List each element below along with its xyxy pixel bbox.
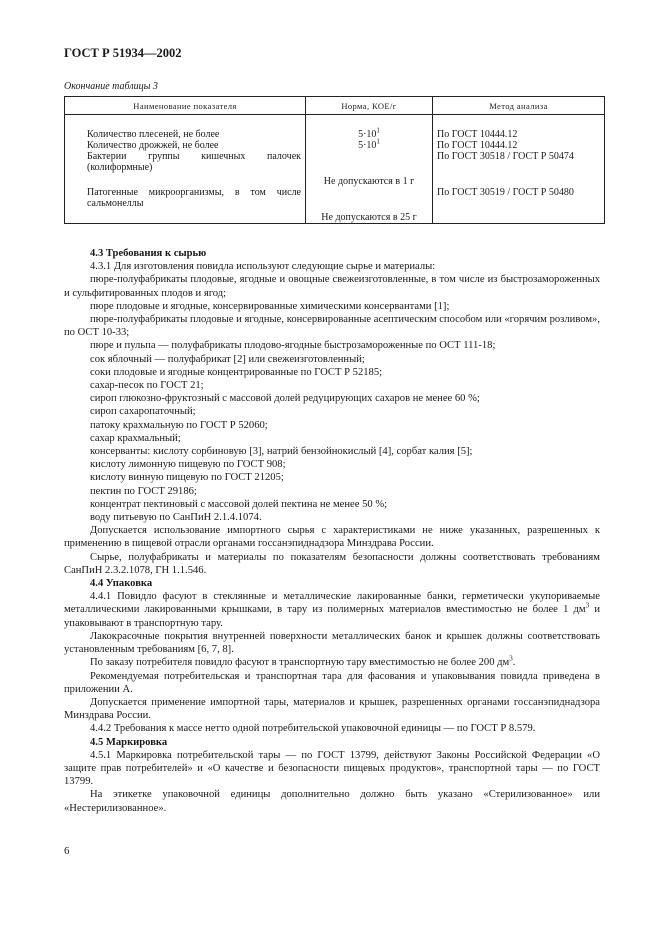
column-header-indicator: Наименование показателя [65, 97, 306, 115]
paragraph-import-tare: Допускается применение импортной тары, материалов и крышек, разрешенных органами госсанэпиднадзора Минздрава России. [64, 696, 600, 722]
paragraph-safety-note: Сырье, полуфабрикаты и материалы по показателям безопасности должны соответствовать требованиям СанПиН 2.3.2.1078, ГН 1.1.546. [64, 551, 600, 576]
paragraph-4-4-1: 4.4.1 Повидло фасуют в стеклянные и металлические лакированные банки, герметически укупориваемые металлическими лакированными крышками, в тару из полимерных материалов вместимостью не более 1 $дм^3$ и упаковывают в транспортную тару. [64, 591, 600, 629]
table-caption: Окончание таблицы 3 [64, 81, 158, 92]
indicator-cell: Патогенные микроорганизмы, в том числе сальмонеллы [65, 187, 306, 224]
paragraph-recommended-tare: Рекомендуемая потребительская и транспортная тара для фасования и упаковывания повидла приведена в приложении А. [64, 670, 600, 695]
paragraph-4-3-1: 4.3.1 Для изготовления повидла используют следующие сырье и материалы: [90, 261, 436, 273]
list-item: пюре-полуфабрикаты плодовые, ягодные и овощные свежеизготовленные, в том числе из быстрозамороженных и сульфитированных плодов и ягод; [64, 274, 600, 299]
list-item: концентрат пектиновый с массовой долей пектина не менее 50 %; [90, 498, 388, 510]
list-item: сахар крахмальный; [90, 432, 181, 444]
norm-cell: Не допускаются в 25 г [306, 187, 433, 224]
norm-cell: $5\cdot 10^1$ [306, 129, 433, 140]
table-header-row [65, 97, 605, 115]
table-row [65, 187, 605, 224]
list-item: пюре-полуфабрикаты плодовые и ягодные, консервированные асептическим способом или «горячим розливом», по ОСТ 10-33; [64, 314, 600, 339]
paragraph-consumer-order: По заказу потребителя повидло фасуют в транспортную тару вместимостью не более 200 $дм^3$. [90, 654, 516, 669]
list-item: пюре плодовые и ягодные, консервированные химическими консервантами [1]; [90, 300, 450, 312]
paragraph-coating-note: Лакокрасочные покрытия внутренней поверхности металлических банок и крышек должны соответствовать установленным требованиям [6, 7, 8]. [64, 630, 600, 656]
list-item: кислоту винную пищевую по ГОСТ 21205; [90, 472, 284, 484]
document-body [64, 247, 600, 815]
list-item: сахар-песок по ГОСТ 21; [90, 380, 204, 392]
indicator-cell: Количество дрожжей, не более [65, 140, 306, 151]
paragraph-4-4-2: 4.4.2 Требования к массе нетто одной потребительской упаковочной единицы — по ГОСТ Р 8.579. [90, 723, 536, 735]
section-heading-4-3: 4.3 Требования к сырью [90, 248, 207, 259]
list-item: пюре и пульпа — полуфабрикаты плодово-ягодные быстрозамороженные по ОСТ 111-18; [90, 340, 496, 352]
indicator-cell: Бактерии группы кишечных палочек (колиформные) [65, 151, 306, 187]
paragraph-4-5-1: 4.5.1 Маркировка потребительской тары — по ГОСТ 13799, действуют Законы Российской Федерации «О защите прав потребителей» и «О качестве и безопасности пищевых продуктов», транспортной тары — по ГОСТ 13799. [64, 749, 600, 788]
column-header-method: Метод анализа [433, 97, 605, 115]
column-header-norm: Норма, КОЕ/г [306, 97, 433, 115]
table-row [65, 151, 605, 187]
document-id: ГОСТ Р 51934—2002 [64, 46, 182, 60]
method-cell: По ГОСТ 10444.12 [433, 129, 605, 140]
paragraph-label-note: На этикетке упаковочной единицы дополнительно должно быть указано «Стерилизованное» или «Нестерилизованное». [64, 789, 600, 814]
section-heading-4-5: 4.5 Маркировка [90, 736, 168, 748]
paragraph-import-note: Допускается использование импортного сырья с характеристиками не ниже указанных, разрешенных к применению в пищевой отрасли органами госсанэпиднадзора Минздрава России. [64, 525, 600, 550]
table-row [65, 140, 605, 151]
list-item: сироп сахаропаточный; [90, 406, 196, 418]
microbiology-table [64, 96, 605, 224]
list-item: сироп глюкозно-фруктозный с массовой долей редуцирующих сахаров не менее 60 %; [90, 393, 480, 405]
list-item: пектин по ГОСТ 29186; [90, 485, 197, 497]
norm-cell: $5\cdot 10^1$ [306, 140, 433, 151]
method-cell: По ГОСТ 30518 / ГОСТ Р 50474 [433, 151, 605, 187]
list-item: консерванты: кислоту сорбиновую [3], натрий бензойнокислый [4], сорбат калия [5]; [90, 446, 473, 458]
section-heading-4-4: 4.4 Упаковка [90, 578, 153, 590]
method-cell: По ГОСТ 30519 / ГОСТ Р 50480 [433, 187, 605, 224]
raw-materials-list [64, 273, 600, 524]
list-item: воду питьевую по СанПиН 2.1.4.1074. [90, 512, 262, 524]
norm-cell: Не допускаются в 1 г [306, 151, 433, 187]
method-cell: По ГОСТ 10444.12 [433, 140, 605, 151]
list-item: сок яблочный — полуфабрикат [2] или свежеизготовленный; [90, 353, 365, 365]
list-item: кислоту лимонную пищевую по ГОСТ 908; [90, 459, 286, 471]
indicator-cell: Количество плесеней, не более [65, 129, 306, 140]
list-item: соки плодовые и ягодные концентрированные по ГОСТ Р 52185; [90, 366, 383, 378]
page-number: 6 [64, 845, 70, 857]
list-item: патоку крахмальную по ГОСТ Р 52060; [90, 419, 268, 431]
table-row [65, 129, 605, 140]
